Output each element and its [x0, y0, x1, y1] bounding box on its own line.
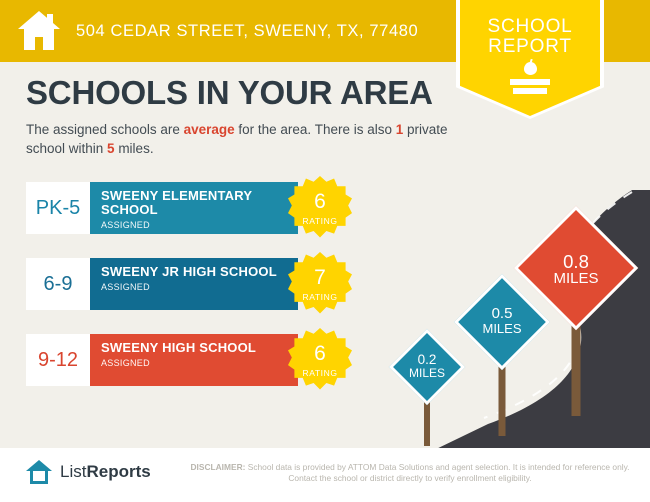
school-assigned-label: ASSIGNED [101, 282, 150, 292]
home-icon [18, 11, 60, 51]
brand-logo[interactable] [26, 459, 151, 485]
brand-name-light: List [60, 462, 87, 481]
sign-distance: 0.2 [417, 352, 437, 367]
school-info [90, 334, 298, 386]
school-rating-label: RATING [302, 368, 338, 378]
sign-distance: 0.8 [563, 251, 589, 272]
school-rating-value: 6 [314, 342, 326, 365]
school-row[interactable] [26, 334, 298, 386]
school-rating-label: RATING [302, 216, 338, 226]
sign-distance: 0.5 [491, 305, 513, 322]
summary-highlight-average: average [183, 122, 235, 137]
school-rating-value: 6 [314, 190, 326, 213]
school-name: SWEENY JR HIGH SCHOOL [101, 264, 277, 279]
summary-highlight-count: 1 [395, 122, 404, 137]
summary-part-3: private school within [26, 122, 448, 156]
apple-books-icon [507, 62, 553, 102]
school-assigned-label: ASSIGNED [101, 220, 150, 230]
property-address: 504 CEDAR STREET, SWEENY, TX, 77480 [76, 21, 419, 40]
disclaimer-heading: DISCLAIMER: [190, 462, 246, 472]
school-name: SWEENY HIGH SCHOOL [101, 340, 257, 355]
school-info [90, 182, 298, 234]
sign-unit: MILES [408, 366, 445, 381]
school-report-banner [460, 0, 600, 116]
sign-unit: MILES [482, 320, 522, 336]
school-rating-value: 7 [314, 266, 326, 289]
banner-line-2: REPORT [488, 36, 572, 57]
school-row[interactable] [26, 258, 298, 310]
brand-name-bold: Reports [86, 462, 151, 481]
listreports-house-icon [26, 459, 52, 485]
sign-text [398, 353, 456, 380]
status-badge [288, 252, 352, 316]
school-name: SWEENY ELEMENTARY SCHOOL [101, 188, 252, 217]
summary-text [26, 120, 456, 158]
school-grade-range: PK-5 [26, 182, 90, 234]
distance-sign [398, 332, 456, 442]
status-badge [288, 328, 352, 392]
banner-line-1: SCHOOL [487, 16, 573, 37]
school-rating-label: RATING [302, 292, 338, 302]
status-badge [288, 176, 352, 240]
summary-part-4: miles. [114, 141, 154, 156]
sign-unit: MILES [553, 270, 599, 288]
footer-bar [0, 448, 650, 502]
road-illustration [380, 190, 650, 452]
school-row[interactable] [26, 182, 298, 234]
summary-part-2: for the area. There is also [234, 122, 396, 137]
school-info [90, 258, 298, 310]
disclaimer-text: School data is provided by ATTOM Data Solutions and agent selection. It is intended for reference only. Contact the school or district directly to verify enrollment eligibility. [245, 462, 630, 483]
school-grade-range: 9-12 [26, 334, 90, 386]
sign-text [528, 252, 624, 287]
summary-part-1: The assigned schools are [26, 122, 184, 137]
disclaimer [190, 462, 630, 484]
school-assigned-label: ASSIGNED [101, 358, 150, 368]
summary-highlight-miles: 5 [107, 141, 115, 156]
brand-name [60, 462, 151, 482]
page-title: SCHOOLS IN YOUR AREA [26, 74, 433, 111]
distance-sign [528, 216, 624, 412]
school-grade-range: 6-9 [26, 258, 90, 310]
